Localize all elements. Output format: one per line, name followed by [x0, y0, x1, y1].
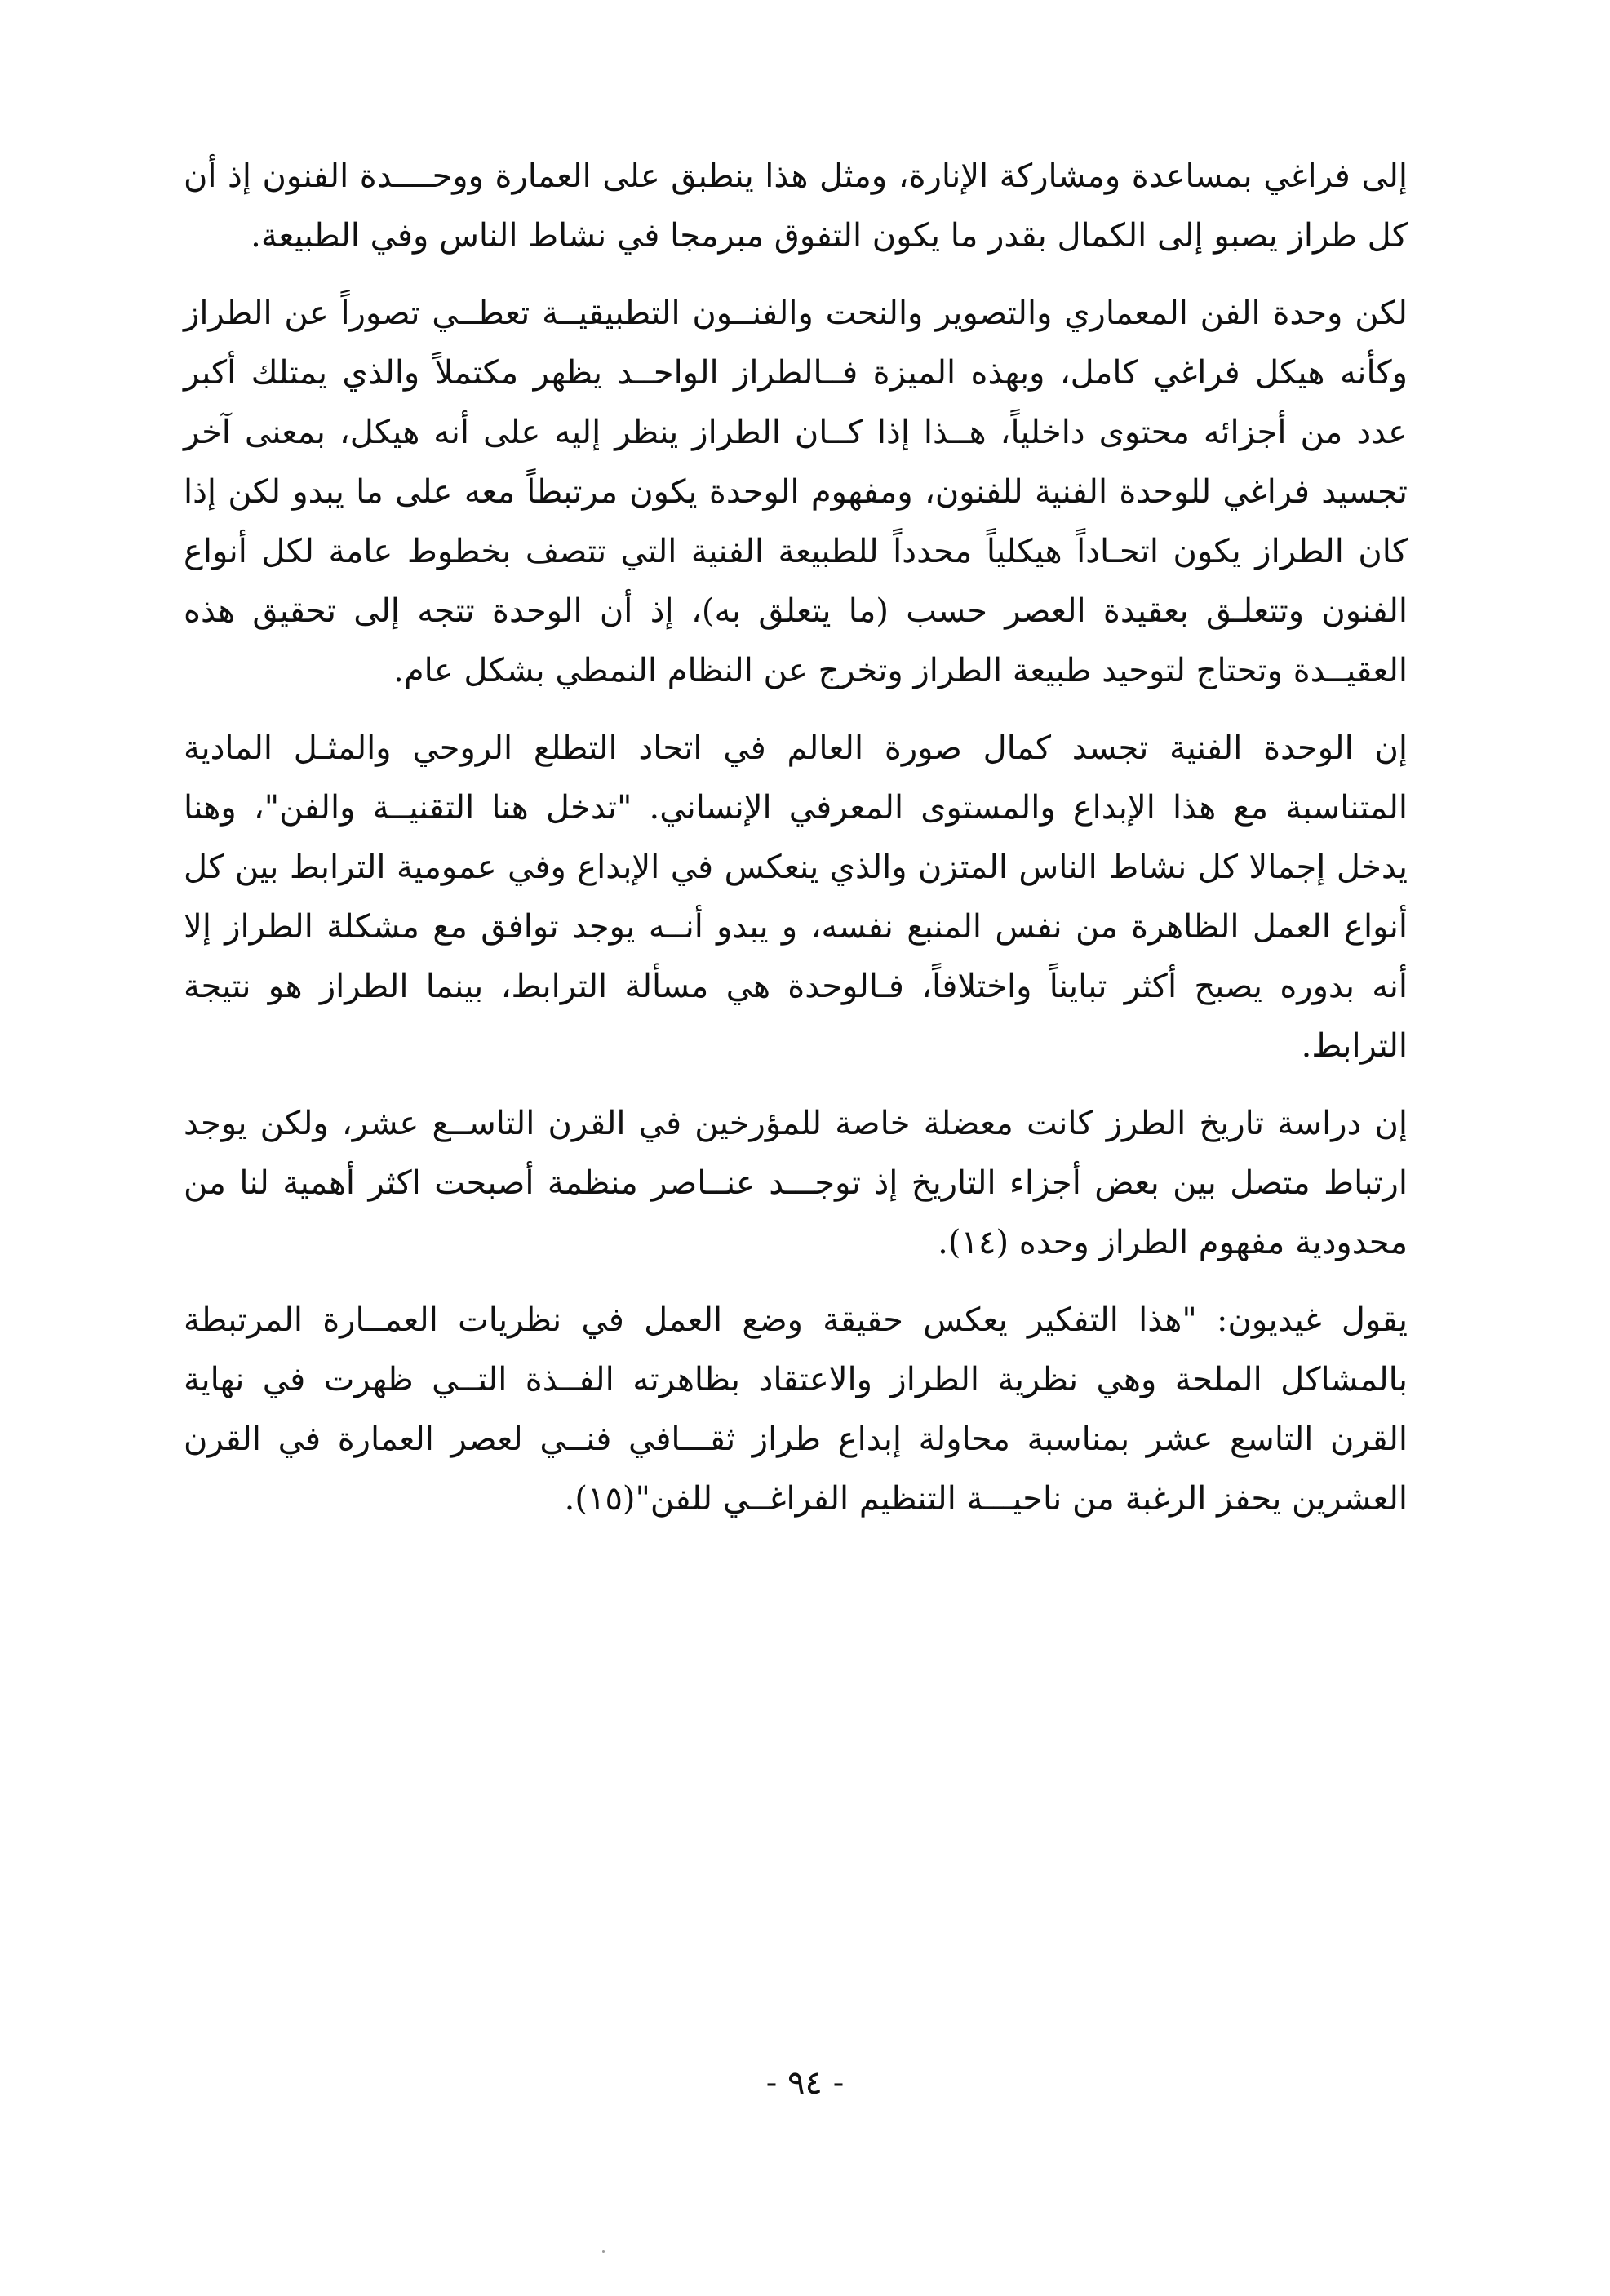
- paragraph-2: لكن وحدة الفن المعماري والتصوير والنحت والفنــون التطبيقيــة تعطــي تصوراً عن الطراز وكأنه هيكل فراغي كامل، وبهذه الميزة فــالطراز الواحــد يظهر مكتملاً والذي يمتلك أكبر عدد من أجزائه محتوى داخلياً، هــذا إذا كــان الطراز ينظر إليه على أنه هيكل، بمعنى آخر تجسيد فراغي للوحدة الفنية للفنون، ومفهوم الوحدة يكون مرتبطاً معه على ما يبدو لكن إذا كان الطراز يكون اتحـاداً هيكلياً محدداً للطبيعة الفنية التي تتصف بخطوط عامة لكل أنواع الفنون وتتعلـق بعقيدة العصر حسب (ما يتعلق به)، إذ أن الوحدة تتجه إلى تحقيق هذه العقيــدة وتحتاج لتوحيد طبيعة الطراز وتخرج عن النظام النمطي بشكل عام.: [184, 295, 1408, 689]
- body-text: [184, 147, 1408, 1547]
- paragraph-3: إن الوحدة الفنية تجسد كمال صورة العالم في اتحاد التطلع الروحي والمثـل المادية المتناسبة مع هذا الإبداع والمستوى المعرفي الإنساني. "تدخل هنا التقنيــة والفن"، وهنا يدخل إجمالا كل نشاط الناس المتزن والذي ينعكس في الإبداع وفي عمومية الترابط بين كل أنواع العمل الظاهرة من نفس المنبع نفسه، و يبدو أنــه يوجد توافق مع مشكلة الطراز إلا أنه بدوره يصبح أكثر تبايناً واختلافاً، فـالوحدة هي مسألة الترابط، بينما الطراز هو نتيجة الترابط.: [184, 729, 1408, 1065]
- paragraph-5: يقول غيديون: "هذا التفكير يعكس حقيقة وضع العمل في نظريات العمــارة المرتبطة بالمشاكل الملحة وهي نظرية الطراز والاعتقاد بظاهرته الفــذة التــي ظهرت في نهاية القرن التاسع عشر بمناسبة محاولة إبداع طراز ثقـــافي فنــي لعصر العمارة في القرن العشرين يحفز الرغبة من ناحيـــة التنظيم الفراغــي للفن"(١٥).: [184, 1301, 1408, 1518]
- page-number: - ٩٤ -: [765, 2064, 845, 2102]
- paragraph-4: إن دراسة تاريخ الطرز كانت معضلة خاصة للمؤرخين في القرن التاســع عشر، ولكن يوجد ارتباط متصل بين بعض أجزاء التاريخ إذ توجـــد عنــاصر منظمة أصبحت اكثر أهمية لنا من محدودية مفهوم الطراز وحده (١٤).: [184, 1105, 1408, 1261]
- paragraph-1: إلى فراغي بمساعدة ومشاركة الإنارة، ومثل هذا ينطبق على العمارة ووحــــدة الفنون إذ أن كل طراز يصبو إلى الكمال بقدر ما يكون التفوق مبرمجا في نشاط الناس وفي الطبيعة.: [184, 157, 1408, 255]
- scan-speck: [602, 2250, 605, 2253]
